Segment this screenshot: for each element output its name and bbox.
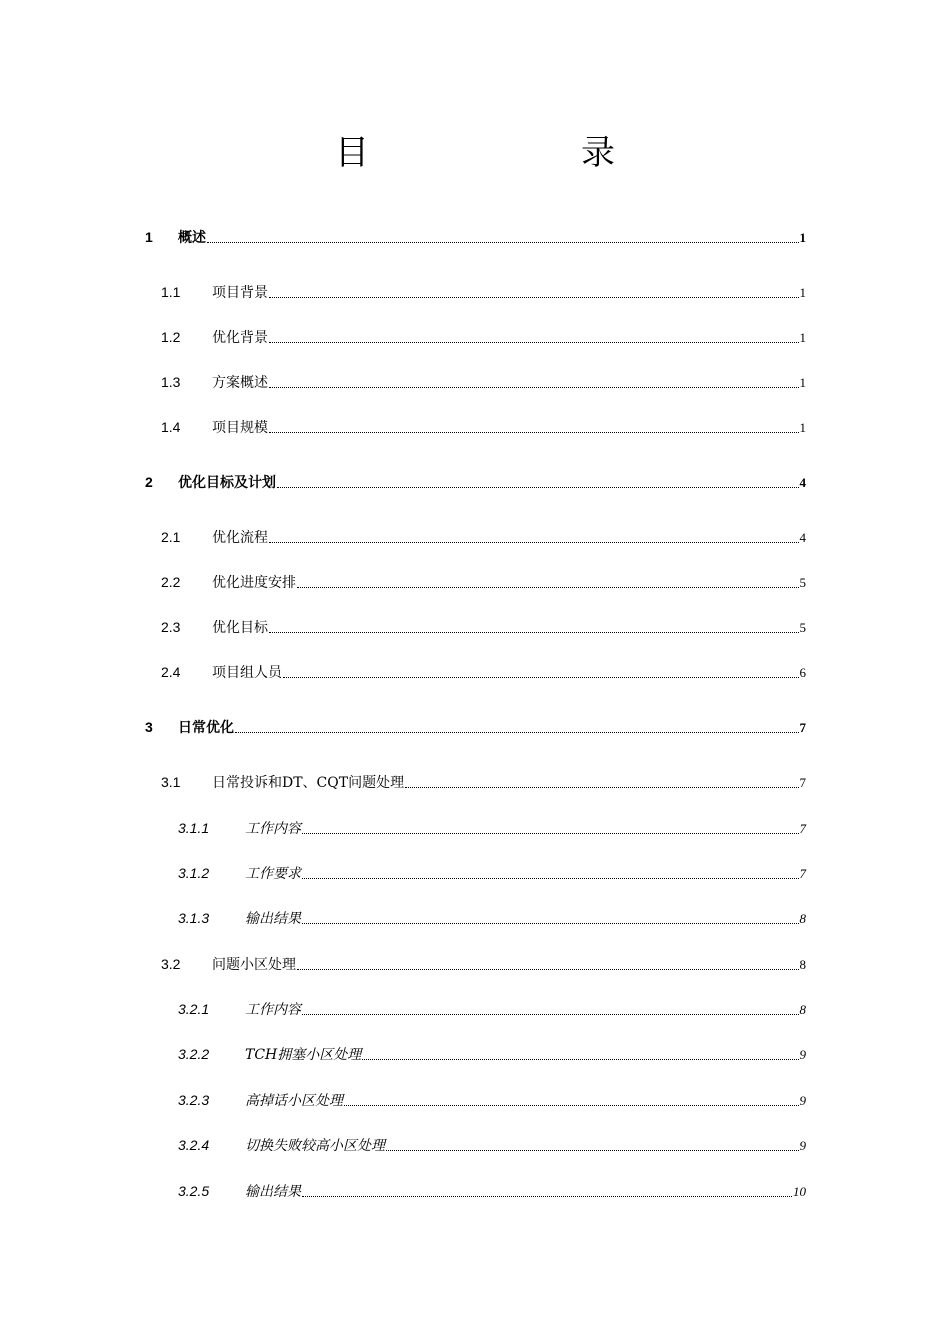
toc-entry[interactable] — [145, 471, 806, 493]
toc-entry-title: 优化流程 — [212, 530, 268, 546]
toc-entry-page-number: 1 — [799, 230, 806, 245]
toc-entry-number: 3.1.1 — [178, 820, 210, 836]
toc-entry-page-number: 8 — [799, 911, 806, 926]
dot-leader — [302, 878, 799, 879]
toc-entry[interactable] — [161, 616, 806, 638]
toc-entry-title: 工作要求 — [245, 866, 301, 882]
toc-entry-page-number: 9 — [799, 1047, 806, 1062]
toc-entry[interactable] — [178, 862, 806, 884]
toc-entry-number: 1 — [145, 229, 153, 245]
toc-entry-title: 日常投诉和DT、CQT问题处理 — [212, 775, 405, 791]
toc-entry[interactable] — [161, 771, 806, 793]
toc-entry-number: 2.2 — [161, 574, 181, 590]
toc-entry-page-number: 7 — [799, 720, 806, 735]
toc-entry-title: 输出结果 — [245, 911, 301, 927]
toc-entry[interactable] — [178, 817, 806, 839]
toc-entry-number: 3.2.4 — [178, 1137, 210, 1153]
toc-entry[interactable] — [161, 416, 806, 438]
toc-entry-number: 3.2.3 — [178, 1092, 210, 1108]
dot-leader — [297, 969, 799, 970]
toc-entry-number: 3.1.3 — [178, 910, 210, 926]
toc-entry-page-number: 6 — [799, 665, 806, 680]
dot-leader — [362, 1059, 798, 1060]
toc-entry[interactable] — [145, 716, 806, 738]
dot-leader — [269, 297, 799, 298]
toc-entry-number: 3 — [145, 719, 153, 735]
toc-entry[interactable] — [161, 326, 806, 348]
toc-entry[interactable] — [178, 1089, 806, 1111]
toc-entry-page-number: 10 — [793, 1184, 806, 1199]
toc-entry-number: 2.1 — [161, 529, 181, 545]
dot-leader — [302, 923, 799, 924]
toc-entry-number: 2.4 — [161, 664, 181, 680]
dot-leader — [386, 1150, 799, 1151]
dot-leader — [207, 242, 799, 243]
toc-entry-title: 项目背景 — [212, 285, 268, 301]
toc-entry-page-number: 1 — [799, 285, 806, 300]
toc-entry-title: 输出结果 — [245, 1184, 301, 1200]
dot-leader — [269, 432, 799, 433]
toc-entry-page-number: 4 — [799, 530, 806, 545]
toc-entry-title: 优化目标及计划 — [178, 475, 276, 491]
toc-entry-title: 优化背景 — [212, 330, 268, 346]
toc-entry[interactable] — [161, 281, 806, 303]
toc-entry-number: 1.1 — [161, 284, 181, 300]
toc-entry-title: 高掉话小区处理 — [245, 1093, 343, 1109]
toc-entry[interactable] — [178, 1180, 806, 1202]
toc-entry-page-number: 5 — [799, 620, 806, 635]
toc-entry-page-number: 9 — [799, 1138, 806, 1153]
toc-entry-title: 切换失败较高小区处理 — [245, 1138, 385, 1154]
toc-entry-number: 1.2 — [161, 329, 181, 345]
toc-entry[interactable] — [161, 953, 806, 975]
dot-leader — [269, 387, 799, 388]
toc-entry-number: 3.2 — [161, 956, 181, 972]
toc-entry-title: 项目规模 — [212, 420, 268, 436]
toc-entry[interactable] — [161, 371, 806, 393]
toc-entry-page-number: 7 — [799, 821, 806, 836]
toc-entry-page-number: 8 — [799, 1002, 806, 1017]
toc-entry-title: TCH拥塞小区处理 — [245, 1047, 362, 1063]
toc-entry[interactable] — [161, 661, 806, 683]
toc-entry-title: 方案概述 — [212, 375, 268, 391]
toc-entry-title: 项目组人员 — [212, 665, 282, 681]
toc-entry[interactable] — [178, 998, 806, 1020]
toc-entry-title: 日常优化 — [178, 720, 234, 736]
toc-entry-number: 3.2.5 — [178, 1183, 210, 1199]
dot-leader — [269, 542, 799, 543]
toc-entry-page-number: 1 — [799, 420, 806, 435]
toc-entry-number: 1.3 — [161, 374, 181, 390]
dot-leader — [269, 632, 799, 633]
dot-leader — [297, 587, 799, 588]
toc-entry-number: 1.4 — [161, 419, 181, 435]
toc-entry-title: 工作内容 — [245, 1002, 301, 1018]
toc-entry[interactable] — [178, 1043, 806, 1065]
toc-entry[interactable] — [161, 571, 806, 593]
toc-entry[interactable] — [178, 907, 806, 929]
toc-entry-number: 3.2.1 — [178, 1001, 210, 1017]
toc-entry-page-number: 5 — [799, 575, 806, 590]
dot-leader — [302, 833, 799, 834]
toc-entry-title: 优化进度安排 — [212, 575, 296, 591]
toc-entry-number: 2.3 — [161, 619, 181, 635]
toc-entry-title: 概述 — [178, 230, 206, 246]
toc-entry-title: 工作内容 — [245, 821, 301, 837]
toc-entry-page-number: 7 — [799, 775, 806, 790]
dot-leader — [302, 1196, 792, 1197]
toc-entry-number: 3.1.2 — [178, 865, 210, 881]
toc-entry-number: 3.1 — [161, 774, 181, 790]
dot-leader — [235, 732, 799, 733]
dot-leader — [277, 487, 799, 488]
toc-entry-page-number: 4 — [799, 475, 806, 490]
dot-leader — [283, 677, 799, 678]
toc-title: 目 录 — [335, 133, 663, 173]
toc-entry-page-number: 1 — [799, 330, 806, 345]
toc-entry[interactable] — [145, 226, 806, 248]
toc-entry-number: 2 — [145, 474, 153, 490]
toc-entry[interactable] — [178, 1134, 806, 1156]
toc-entry-number: 3.2.2 — [178, 1046, 210, 1062]
toc-entry-title: 优化目标 — [212, 620, 268, 636]
dot-leader — [405, 787, 798, 788]
dot-leader — [344, 1105, 799, 1106]
toc-entry-page-number: 1 — [799, 375, 806, 390]
toc-entry[interactable] — [161, 526, 806, 548]
toc-entry-page-number: 7 — [799, 866, 806, 881]
dot-leader — [269, 342, 799, 343]
toc-entry-page-number: 8 — [799, 957, 806, 972]
toc-entry-page-number: 9 — [799, 1093, 806, 1108]
toc-entry-title: 问题小区处理 — [212, 957, 296, 973]
dot-leader — [302, 1014, 799, 1015]
